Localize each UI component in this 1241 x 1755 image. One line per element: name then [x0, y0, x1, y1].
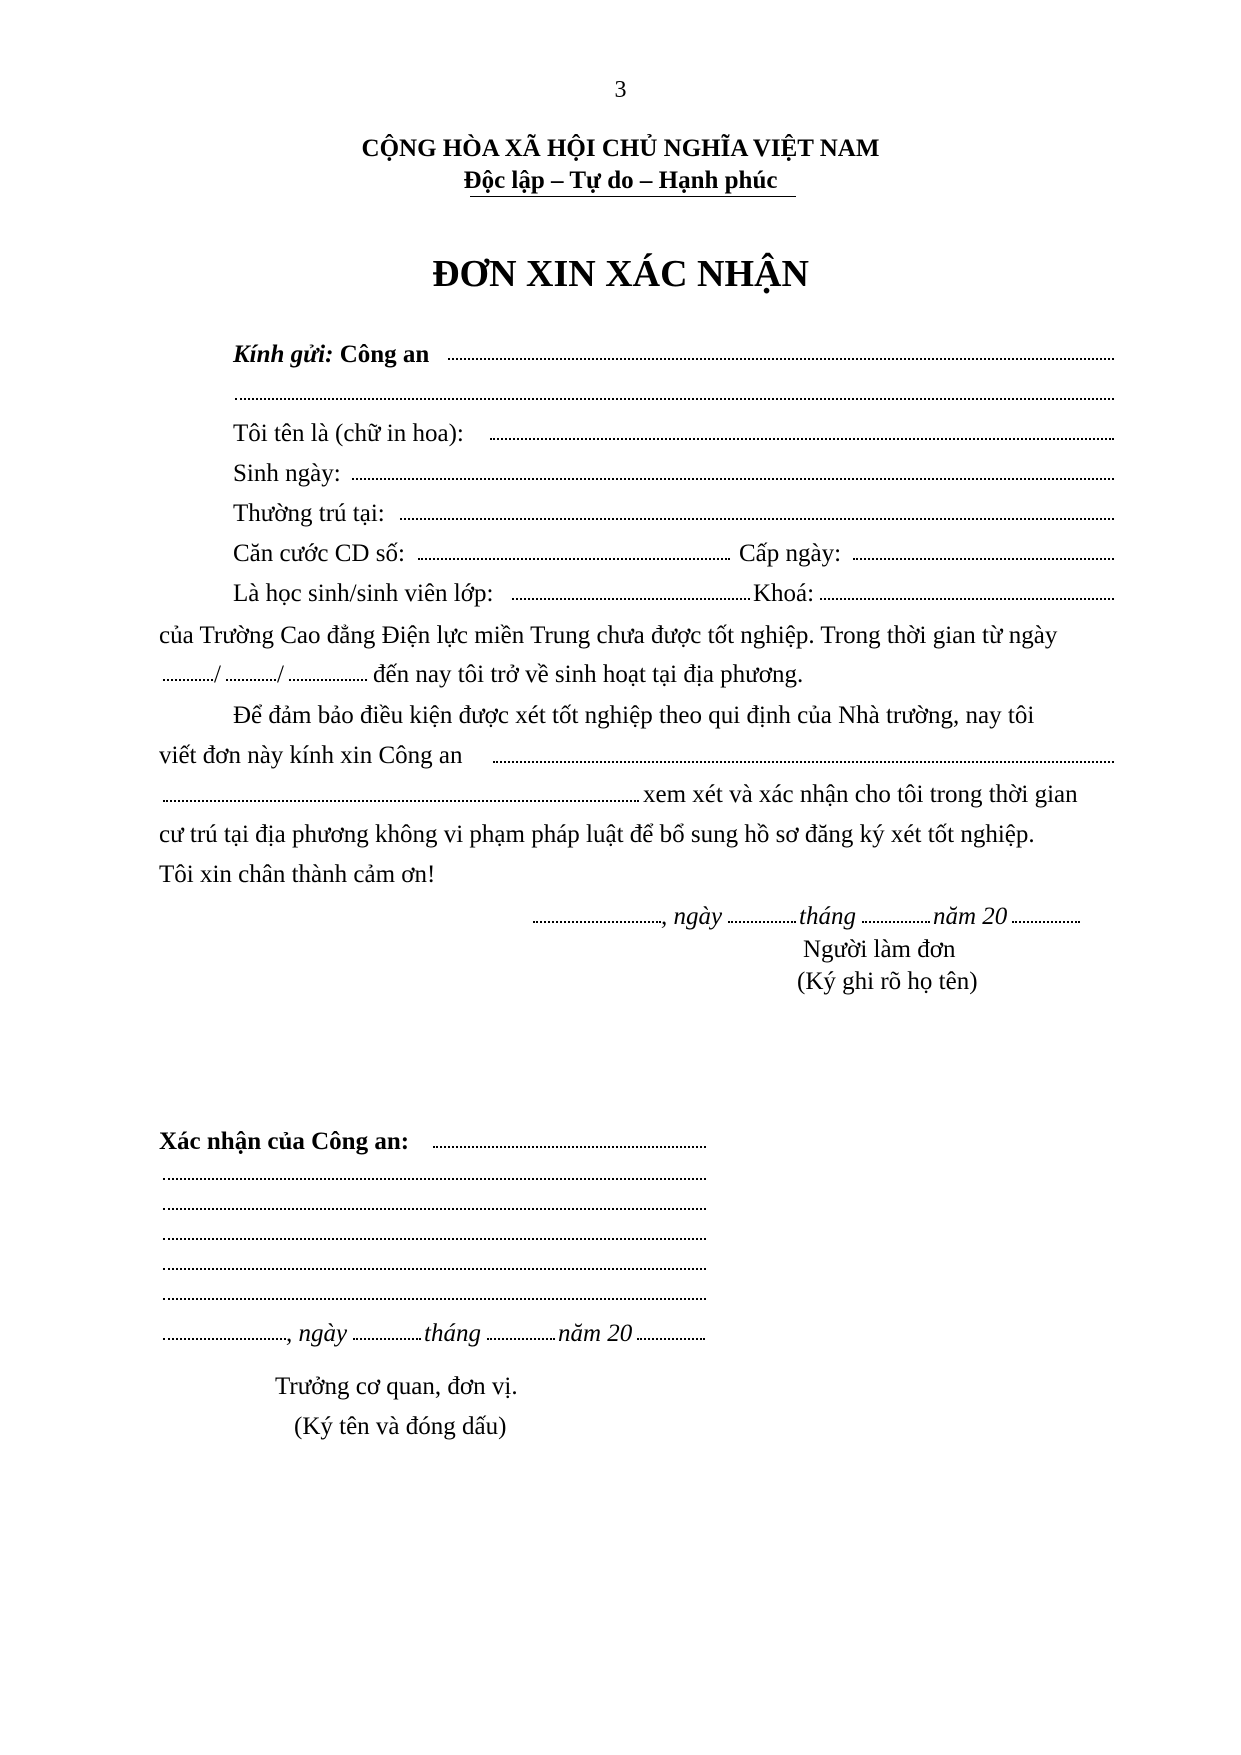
applicant-place-field[interactable] — [533, 921, 661, 923]
police-unit-field-line2[interactable] — [163, 800, 639, 802]
from-day-field[interactable] — [163, 679, 213, 681]
issued-date-field[interactable] — [853, 558, 1114, 560]
body-para2-line1: Để đảm bảo điều kiện được xét tốt nghiệp theo qui định của Nhà trường, nay tôi — [233, 702, 1035, 729]
id-number-field[interactable] — [418, 558, 730, 560]
confirmation-field-line2[interactable] — [163, 1178, 706, 1180]
body-para2-line3: xem xét và xác nhận cho tôi trong thời gian — [643, 781, 1078, 808]
residence-field[interactable] — [400, 518, 1114, 520]
confirmation-field-line5[interactable] — [163, 1268, 706, 1270]
applicant-day-field[interactable] — [728, 921, 796, 923]
name-label: Tôi tên là (chữ in hoa): — [233, 420, 464, 447]
motto: Độc lập – Tự do – Hạnh phúc — [463, 167, 778, 194]
body-para2-line2: viết đơn này kính xin Công an — [159, 742, 463, 769]
from-year-field[interactable] — [289, 679, 367, 681]
police-unit-field[interactable] — [493, 761, 1114, 763]
police-thang-label: tháng — [424, 1320, 481, 1347]
body-line-school: của Trường Cao đẳng Điện lực miền Trung chưa được tốt nghiệp. Trong thời gian từ ngày — [159, 622, 1058, 649]
police-ngay-label: , ngày — [286, 1320, 348, 1347]
applicant-month-field[interactable] — [862, 921, 930, 923]
page-number: 3 — [614, 77, 627, 103]
id-label: Căn cước CD số: — [233, 540, 405, 567]
kinh-gui-label: Kính gửi: — [233, 341, 334, 368]
course-field[interactable] — [820, 598, 1114, 600]
addressee-field[interactable] — [448, 358, 1114, 360]
applicant-sign-note: (Ký ghi rõ họ tên) — [797, 968, 978, 995]
applicant-ngay-label: , ngày — [661, 903, 723, 930]
date-slash-1: / — [214, 661, 221, 688]
residence-label: Thường trú tại: — [233, 500, 385, 527]
dob-label: Sinh ngày: — [233, 460, 341, 487]
police-month-field[interactable] — [487, 1338, 555, 1340]
class-label: Là học sinh/sinh viên lớp: — [233, 580, 494, 607]
date-slash-2: / — [277, 661, 284, 688]
police-nam-label: năm 20 — [558, 1320, 633, 1347]
from-month-field[interactable] — [226, 679, 276, 681]
police-year-field[interactable] — [637, 1338, 705, 1340]
course-label: Khoá: — [753, 580, 815, 607]
applicant-thang-label: tháng — [799, 903, 856, 930]
applicant-year-field[interactable] — [1012, 921, 1080, 923]
confirmation-field-line3[interactable] — [163, 1208, 706, 1210]
police-role: Trưởng cơ quan, đơn vị. — [275, 1373, 518, 1400]
addressee-field-line2[interactable] — [235, 398, 1114, 400]
body-para2-line4: cư trú tại địa phương không vi phạm pháp luật để bổ sung hồ sơ đăng ký xét tốt nghiệp. — [159, 821, 1035, 848]
addressee-label — [233, 342, 429, 367]
class-field[interactable] — [512, 598, 750, 600]
issued-date-label: Cấp ngày: — [739, 540, 842, 567]
national-header: CỘNG HÒA XÃ HỘI CHỦ NGHĨA VIỆT NAM — [361, 135, 880, 162]
confirmation-label: Xác nhận của Công an: — [159, 1128, 410, 1155]
applicant-nam-label: năm 20 — [933, 903, 1008, 930]
name-field[interactable] — [490, 438, 1114, 440]
body-line-return: đến nay tôi trở về sinh hoạt tại địa phương. — [373, 661, 804, 688]
police-sign-note: (Ký tên và đóng dấu) — [294, 1413, 507, 1440]
police-place-field[interactable] — [163, 1338, 286, 1340]
document-title: ĐƠN XIN XÁC NHẬN — [432, 253, 809, 295]
cong-an-label: Công an — [339, 341, 430, 368]
confirmation-field-line6[interactable] — [163, 1298, 706, 1300]
thanks-line: Tôi xin chân thành cảm ơn! — [159, 861, 436, 888]
applicant-role: Người làm đơn — [803, 936, 956, 963]
confirmation-field[interactable] — [433, 1146, 706, 1148]
dob-field[interactable] — [352, 478, 1114, 480]
confirmation-field-line4[interactable] — [163, 1238, 706, 1240]
motto-underline — [470, 196, 796, 197]
police-day-field[interactable] — [353, 1338, 421, 1340]
